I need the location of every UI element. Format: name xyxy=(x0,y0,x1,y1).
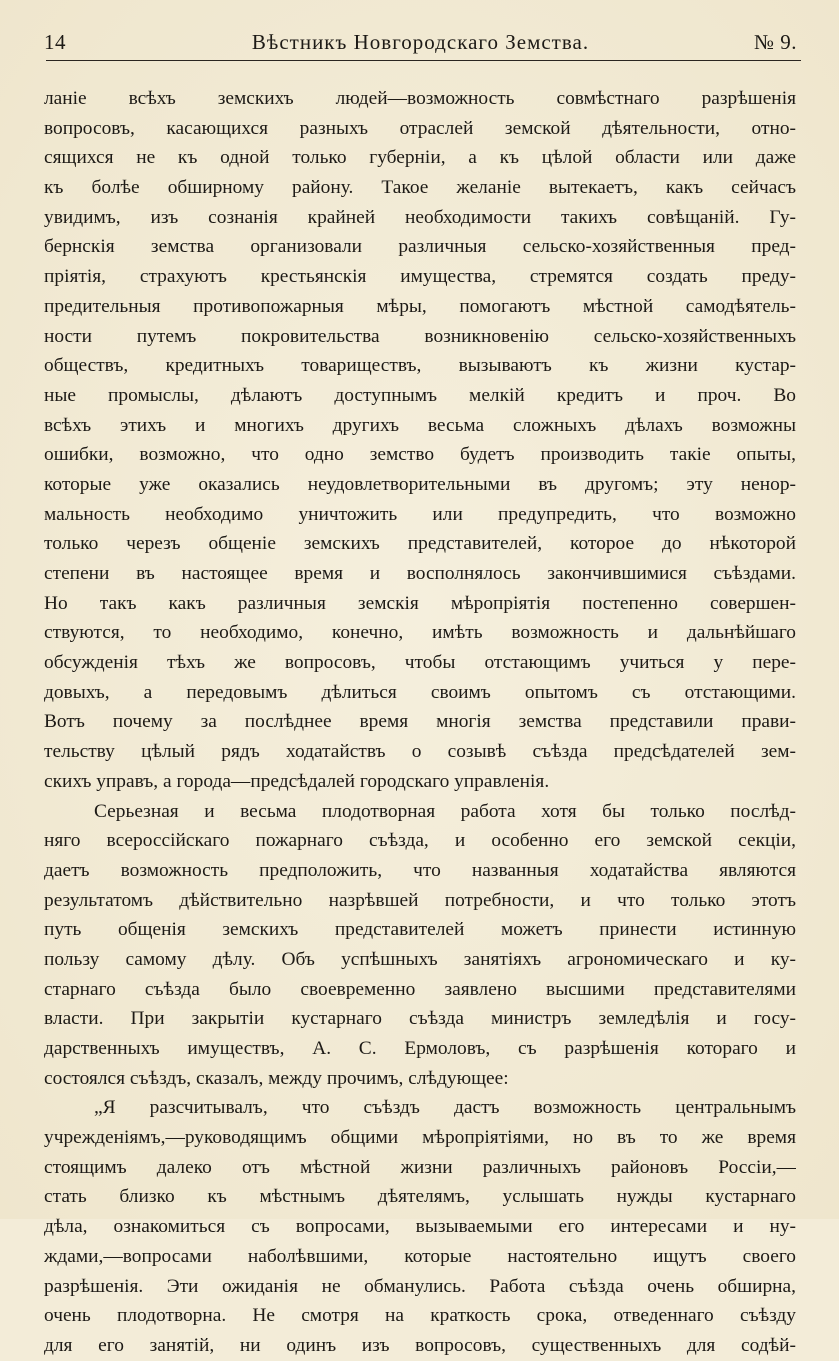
text-line: тельству цѣлый рядъ ходатайствъ о созывѣ съѣзда предсѣдателей зем- xyxy=(44,741,796,763)
body-text xyxy=(44,84,796,1361)
text-line: ошибки, возможно, что одно земство будетъ производить такіе опыты, xyxy=(44,444,796,466)
text-line: для его занятій, ни одинъ изъ вопросовъ, существенныхъ для содѣй- xyxy=(44,1334,796,1356)
text-line: обсужденія тѣхъ же вопросовъ, чтобы отстающимъ учиться у пере- xyxy=(44,652,796,674)
text-line: предительныя противопожарныя мѣры, помогаютъ мѣстной самодѣятель- xyxy=(44,295,796,317)
text-line: довыхъ, а передовымъ дѣлиться своимъ опытомъ съ отстающими. xyxy=(44,681,796,703)
text-line: очень плодотворна. Не смотря на краткость срока, отведеннаго съѣзду xyxy=(44,1305,796,1327)
text-line: состоялся съѣздъ, сказалъ, между прочимъ, слѣдующее: xyxy=(44,1067,509,1089)
text-line: стоящимъ далеко отъ мѣстной жизни различныхъ районовъ Россіи,— xyxy=(44,1156,796,1178)
text-line: учрежденіямъ,—руководящимъ общими мѣропріятіями, но въ то же время xyxy=(44,1127,796,1149)
text-line: только черезъ общеніе земскихъ представителей, которое до нѣкоторой xyxy=(44,533,796,555)
page-number: 14 xyxy=(44,30,66,54)
text-line: къ болѣе обширному району. Такое желаніе вытекаетъ, какъ сейчасъ xyxy=(44,177,796,199)
text-line: разрѣшенія. Эти ожиданія не обманулись. Работа съѣзда очень обширна, xyxy=(44,1275,796,1297)
text-line: пользу самому дѣлу. Объ успѣшныхъ занятіяхъ агрономическаго и ку- xyxy=(44,948,796,970)
paragraph-start-line: „Я разсчитывалъ, что съѣздъ дастъ возможность центральнымъ xyxy=(94,1097,796,1119)
text-line: всѣхъ этихъ и многихъ другихъ весьма сложныхъ дѣлахъ возможны xyxy=(44,414,796,436)
running-header xyxy=(44,30,797,58)
text-line: ствуются, то необходимо, конечно, имѣть возможность и дальнѣйшаго xyxy=(44,622,796,644)
text-line: старнаго съѣзда было своевременно заявлено высшими представителями xyxy=(44,978,796,1000)
text-line: обществъ, кредитныхъ товариществъ, вызываютъ къ жизни кустар- xyxy=(44,355,796,377)
text-line: сящихся не къ одной только губерніи, а къ цѣлой области или даже xyxy=(44,147,796,169)
text-line: пріятія, страхуютъ крестьянскія имущества, стремятся создать преду- xyxy=(44,266,796,288)
text-line: вопросовъ, касающихся разныхъ отраслей земской дѣятельности, отно- xyxy=(44,117,796,139)
text-line: ные промыслы, дѣлаютъ доступнымъ мелкій кредитъ и проч. Во xyxy=(44,384,796,406)
text-line: результатомъ дѣйствительно назрѣвшей потребности, и что только этотъ xyxy=(44,889,796,911)
text-line: ждами,—вопросами наболѣвшими, которые настоятельно ищутъ своего xyxy=(44,1245,796,1267)
text-line: бернскія земства организовали различныя сельско-хозяйственныя пред- xyxy=(44,236,796,258)
text-line: увидимъ, изъ сознанія крайней необходимости такихъ совѣщаній. Гу- xyxy=(44,206,796,228)
text-line: стать близко къ мѣстнымъ дѣятелямъ, услышать нужды кустарнаго xyxy=(44,1186,796,1208)
text-line: дѣла, ознакомиться съ вопросами, вызываемыми его интересами и ну- xyxy=(44,1216,796,1238)
text-line: ности путемъ покровительства возникновенію сельско-хозяйственныхъ xyxy=(44,325,796,347)
text-line: Вотъ почему за послѣднее время многія земства представили прави- xyxy=(44,711,796,733)
text-line: власти. При закрытіи кустарнаго съѣзда министръ земледѣлія и госу- xyxy=(44,1008,796,1030)
text-line: ланіе всѣхъ земскихъ людей—возможность совмѣстнаго разрѣшенія xyxy=(44,88,796,109)
text-line: скихъ управъ, а города—предсѣдалей городскаго управленія. xyxy=(44,770,550,792)
journal-title: Вѣстникъ Новгородскаго Земства. xyxy=(251,30,590,54)
text-line: няго всероссійскаго пожарнаго съѣзда, и особенно его земской секціи, xyxy=(44,830,796,852)
text-line: которые уже оказались неудовлетворительными въ другомъ; эту ненор- xyxy=(44,473,796,495)
text-line: Но такъ какъ различныя земскія мѣропріятія постепенно совершен- xyxy=(44,592,796,614)
issue-number: № 9. xyxy=(753,30,797,54)
text-line: мальность необходимо уничтожить или предупредить, что возможно xyxy=(44,503,796,525)
header-rule xyxy=(46,60,801,61)
text-line: путь общенія земскихъ представителей можетъ принести истинную xyxy=(44,919,796,941)
text-line: даетъ возможность предположить, что названныя ходатайства являются xyxy=(44,859,796,881)
text-line: степени въ настоящее время и восполнялось закончившимися съѣздами. xyxy=(44,563,796,584)
text-line: дарственныхъ имуществъ, А. С. Ермоловъ, съ разрѣшенія котораго и xyxy=(44,1038,796,1059)
paragraph-start-line: Серьезная и весьма плодотворная работа хотя бы только послѣд- xyxy=(94,800,796,822)
